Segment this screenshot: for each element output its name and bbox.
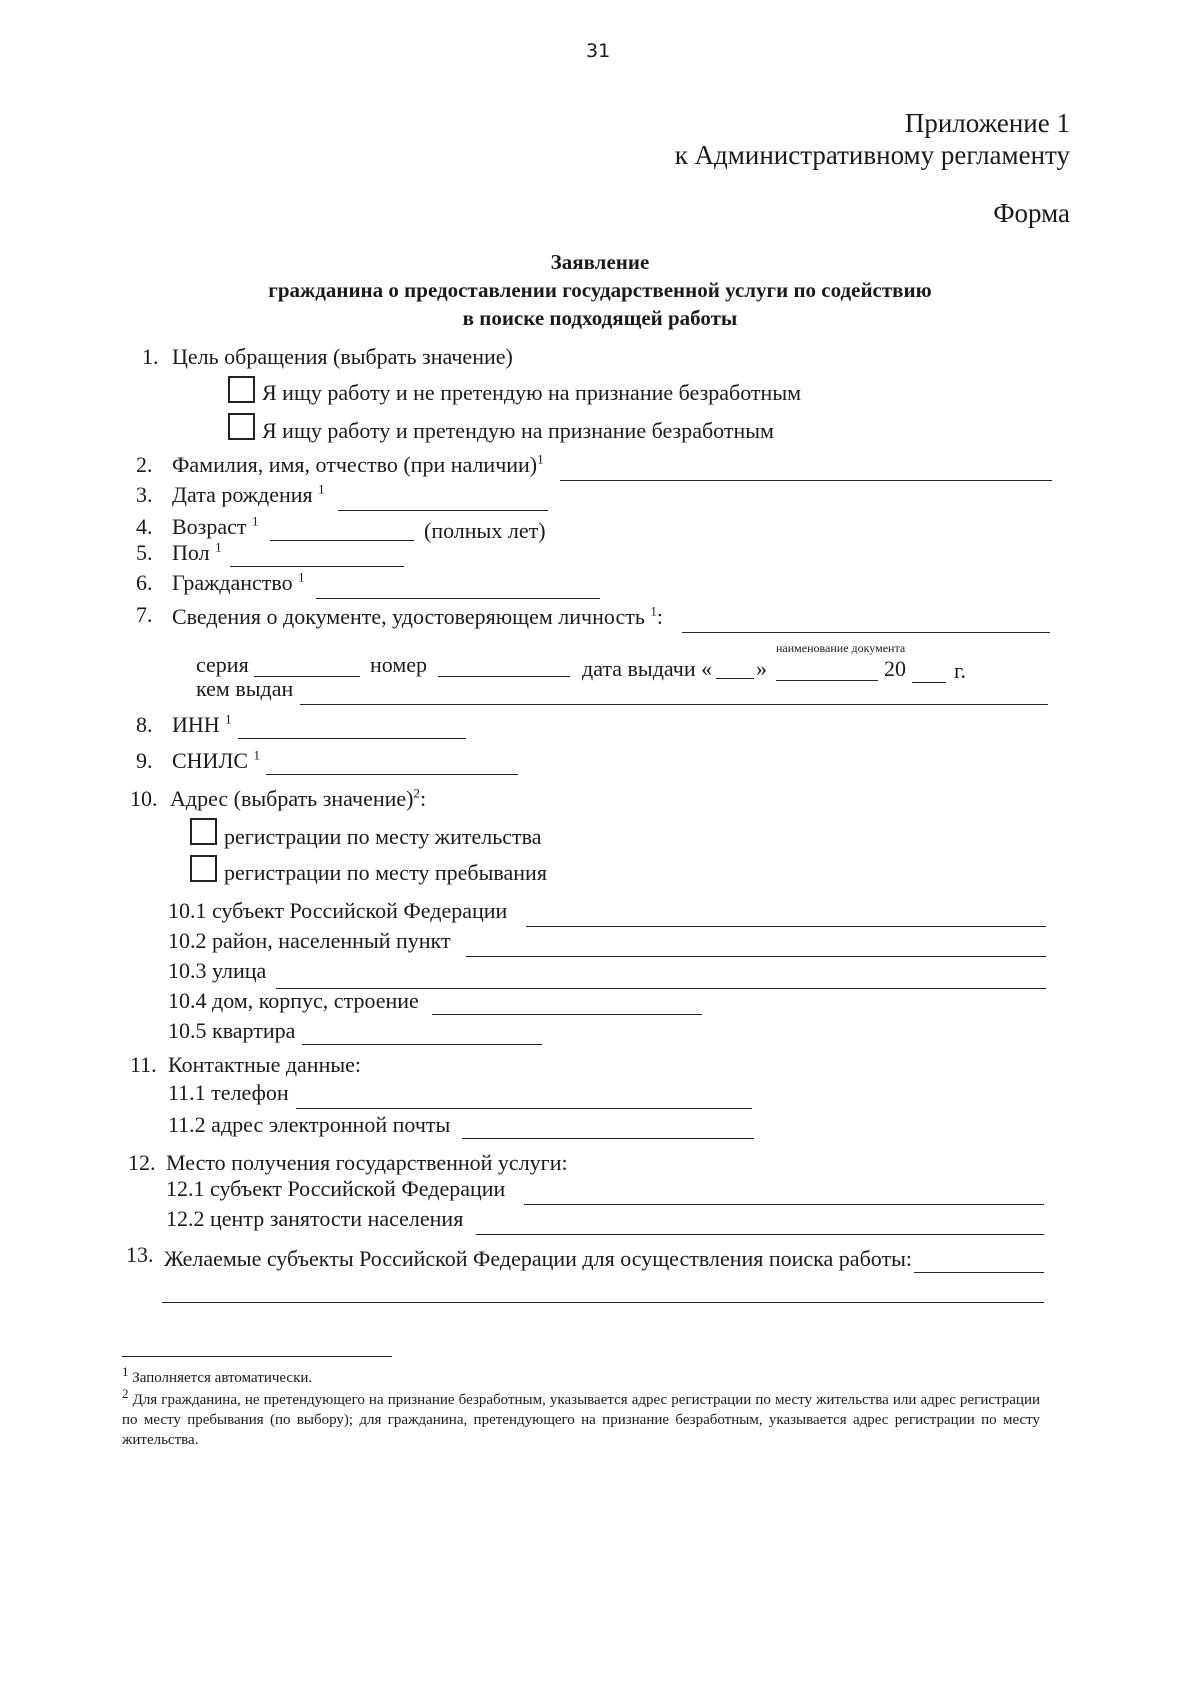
service-region-label: 12.1 субъект Российской Федерации [166,1176,506,1201]
item-number-13: 13. [126,1242,154,1267]
purpose-option-2-checkbox[interactable] [228,413,255,440]
desired-regions-label: Желаемые субъекты Российской Федерации для осуществления поиска работы: [164,1246,912,1271]
street-label: 10.3 улица [168,958,267,983]
item-number-8: 8. [136,712,153,737]
issue-day-field[interactable] [716,678,754,679]
footnote-2-text: Для гражданина, не претендующего на признание безработным, указывается адрес регистрации по месту жительства или адрес регистрации по месту пребывания (по выбору); для гражданина, претендующего на признание безработным, указывается адрес регистрации по месту жительства. [122,1392,1040,1448]
item-number-1: 1. [142,344,159,369]
footnote-separator [122,1356,392,1357]
document-title-line3: в поиске подходящей работы [462,306,738,330]
address-residence-checkbox[interactable] [190,818,217,845]
address-label [170,786,426,812]
issue-year-prefix: 20 [884,656,906,681]
citizenship-label-text: Гражданство [172,570,293,595]
footnote-1-text: Заполняется автоматически. [132,1370,313,1386]
district-label: 10.2 район, населенный пункт [168,928,451,953]
document-name-caption: наименование документа [776,641,906,655]
region-field[interactable] [526,926,1046,927]
appendix-title: Приложение 1 [904,108,1070,138]
issue-date-label: дата выдачи « [582,656,713,681]
footnote-1 [122,1364,313,1388]
issue-month-field[interactable] [776,680,878,681]
citizenship-label [172,570,305,596]
item-number-12: 12. [128,1150,156,1175]
item-number-10: 10. [130,786,158,811]
contacts-label: Контактные данные: [168,1052,361,1077]
house-label: 10.4 дом, корпус, строение [168,988,419,1013]
footnote-ref-1: 1 [318,481,325,497]
document-name-field[interactable] [682,632,1050,633]
address-colon: : [420,786,427,811]
footnote-ref-1: 1 [298,569,305,585]
page-number: 31 [586,40,611,62]
desired-regions-field[interactable] [914,1272,1044,1273]
footnote-ref-1: 1 [225,711,232,727]
id-document-colon: : [656,604,663,629]
full-name-field[interactable] [560,480,1052,481]
item-number-9: 9. [136,748,153,773]
full-name-label [172,452,544,478]
desired-regions-field-line2[interactable] [162,1302,1044,1303]
id-document-label [172,604,663,630]
item-number-3: 3. [136,482,153,507]
age-label [172,514,259,540]
apartment-label: 10.5 квартира [168,1018,296,1043]
snils-label-text: СНИЛС [172,748,249,773]
email-field[interactable] [462,1138,754,1139]
item-number-6: 6. [136,570,153,595]
item-number-2: 2. [136,452,153,477]
house-field[interactable] [432,1014,702,1015]
age-label-text: Возраст [172,514,247,539]
age-field[interactable] [270,540,414,541]
document-title: Заявление [550,250,650,274]
footnote-ref-1: 1 [215,539,222,555]
issued-by-field[interactable] [300,704,1048,705]
footnote-ref-2: 2 [413,785,421,801]
series-label: серия [196,652,249,677]
purpose-option-2-label: Я ищу работу и претендую на признание безработным [262,418,774,443]
address-residence-label: регистрации по месту жительства [224,824,542,849]
number-label: номер [370,652,428,677]
item-number-4: 4. [136,514,153,539]
issued-by-label: кем выдан [196,676,294,701]
employment-center-field[interactable] [476,1234,1044,1235]
birth-date-label-text: Дата рождения [172,482,313,507]
document-title-line2: гражданина о предоставлении государственной услуги по содействию [268,278,932,302]
year-suffix: г. [954,658,967,683]
footnote-2-mark: 2 [122,1386,129,1401]
item-number-11: 11. [130,1052,157,1077]
footnote-ref-1: 1 [253,747,261,763]
gender-label-text: Пол [172,540,210,565]
employment-center-label: 12.2 центр занятости населения [166,1206,464,1231]
appendix-subtitle: к Административному регламенту [674,140,1070,170]
district-field[interactable] [466,956,1046,957]
age-suffix: (полных лет) [424,518,546,543]
inn-field[interactable] [238,738,466,739]
region-label: 10.1 субъект Российской Федерации [168,898,508,923]
item-number-7: 7. [136,602,153,627]
service-place-label: Место получения государственной услуги: [166,1150,568,1175]
address-stay-label: регистрации по месту пребывания [224,860,547,885]
birth-date-label [172,482,325,508]
address-label-text: Адрес (выбрать значение) [170,786,414,811]
issue-date-close-quote: » [756,656,767,681]
id-document-label-text: Сведения о документе, удостоверяющем личность [172,604,645,629]
issue-year-field[interactable] [912,682,946,683]
purpose-label: Цель обращения (выбрать значение) [172,344,513,369]
snils-field[interactable] [266,774,518,775]
purpose-option-1-label: Я ищу работу и не претендую на признание безработным [262,380,802,405]
inn-label [172,712,232,738]
footnote-ref-1: 1 [650,603,657,619]
footnote-ref-1: 1 [537,451,544,467]
form-label: Форма [993,198,1070,228]
address-stay-checkbox[interactable] [190,855,217,882]
purpose-option-1-checkbox[interactable] [228,376,255,403]
footnote-ref-1: 1 [252,513,259,529]
full-name-label-text: Фамилия, имя, отчество (при наличии) [172,452,538,477]
email-label: 11.2 адрес электронной почты [168,1112,451,1137]
phone-field[interactable] [296,1108,752,1109]
phone-label: 11.1 телефон [168,1080,289,1105]
footnote-1-mark: 1 [122,1364,129,1379]
footnote-2 [122,1386,1040,1450]
snils-label [172,748,260,774]
item-number-5: 5. [136,540,153,565]
gender-label [172,540,222,566]
birth-date-field[interactable] [338,510,548,511]
gender-field[interactable] [230,566,404,567]
apartment-field[interactable] [302,1044,542,1045]
inn-label-text: ИНН [172,712,220,737]
number-field[interactable] [438,676,570,677]
service-region-field[interactable] [524,1204,1044,1205]
citizenship-field[interactable] [316,598,600,599]
